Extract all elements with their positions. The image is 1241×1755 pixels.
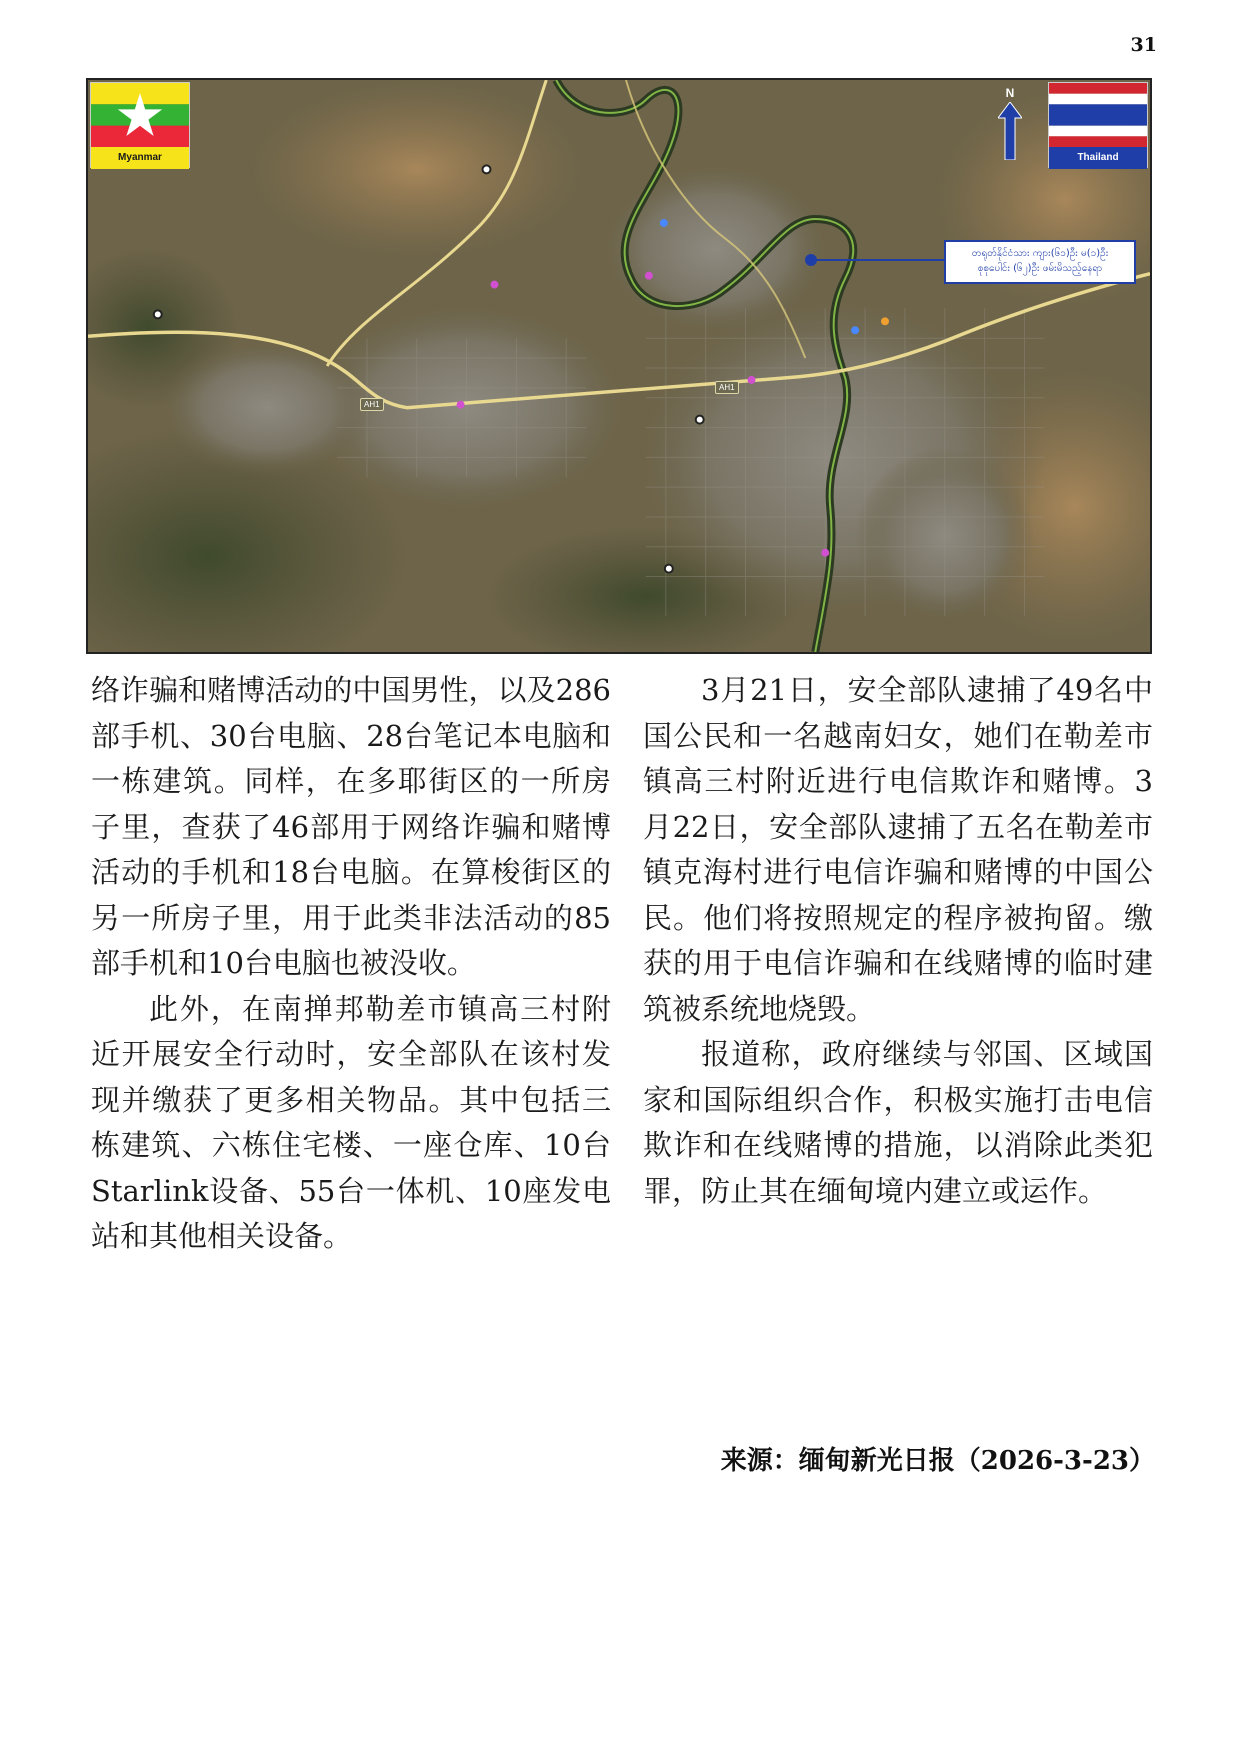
callout-line-2: စုစုပေါင်း (၆၂)ဦး ဖမ်းမိသည့်နေရာ: [977, 263, 1103, 274]
right-paragraph-1: 3月21日，安全部队逮捕了49名中国公民和一名越南妇女，她们在勒差市镇高三村附近进行电信欺诈和赌博。3月22日，安全部队逮捕了五名在勒差市镇克海村进行电信诈骗和赌博的中国公民。他们将按照规定的程序被拘留。缴获的用于电信诈骗和在线赌博的临时建筑被系统地烧毁。: [643, 673, 1153, 1026]
satellite-terrain: [88, 80, 1150, 652]
thailand-flag-label: Thailand: [1049, 147, 1147, 169]
left-paragraph-1: 络诈骗和赌博活动的中国男性，以及286部手机、30台电脑、28台笔记本电脑和一栋建筑。同样，在多耶街区的一所房子里，查获了46部用于网络诈骗和赌博活动的手机和18台电脑。在算梭街区的另一所房子里，用于此类非法活动的85部手机和10台电脑也被没收。: [91, 673, 611, 980]
right-paragraph-2: 报道称，政府继续与邻国、区域国家和国际组织合作，积极实施打击电信欺诈和在线赌博的措施，以消除此类犯罪，防止其在缅甸境内建立或运作。: [643, 1037, 1153, 1208]
source-citation: 来源：缅甸新光日报（2026-3-23）: [720, 1446, 1155, 1476]
thailand-flag-icon: [1049, 83, 1147, 147]
article-left-column: [91, 668, 611, 1260]
road-label-ah1-east: AH1: [715, 381, 739, 394]
callout-pointer: [804, 250, 944, 270]
myanmar-flag-icon: [91, 83, 189, 147]
article-right-column: [643, 668, 1153, 1214]
myanmar-flag-label: Myanmar: [91, 147, 189, 169]
road-label-ah1-west: AH1: [360, 398, 384, 411]
thailand-flag: [1048, 82, 1148, 168]
callout-line-1: တရုတ်နိုင်ငံသား ကျား(၆၁)ဦး မ(၁)ဦး: [971, 248, 1109, 259]
arrest-location-callout: [944, 240, 1136, 284]
north-label: N: [1005, 86, 1015, 100]
north-indicator: [998, 86, 1022, 162]
north-arrow-icon: [998, 102, 1022, 160]
page-number: 31: [1130, 34, 1157, 56]
myanmar-flag: [90, 82, 190, 168]
satellite-map: [86, 78, 1152, 654]
left-paragraph-2: 此外，在南掸邦勒差市镇高三村附近开展安全行动时，安全部队在该村发现并缴获了更多相关物品。其中包括三栋建筑、六栋住宅楼、一座仓库、10台Starlink设备、55台一体机、10座发电站和其他相关设备。: [91, 991, 611, 1253]
